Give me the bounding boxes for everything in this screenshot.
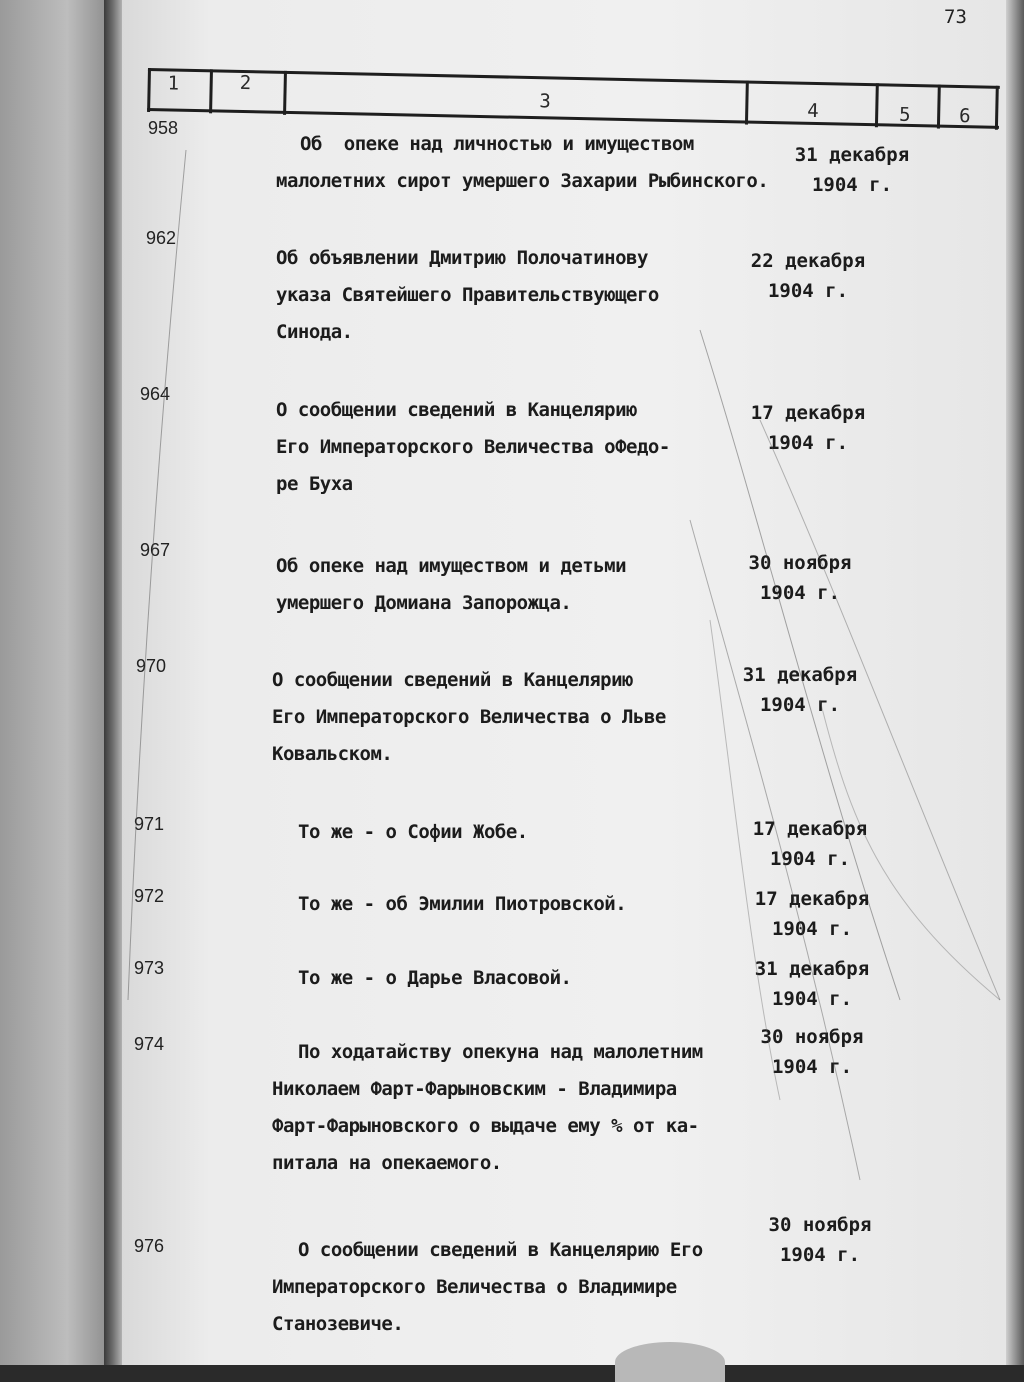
column-number-6: 6 <box>958 105 971 128</box>
entry-number: 964 <box>140 384 171 404</box>
entry-text: О сообщении сведений в Канцелярию Его Императорского Величества о Владимире Станозевиче. <box>272 1239 703 1335</box>
column-divider <box>875 83 879 127</box>
entry-date: 30 ноября 1904 г. <box>748 552 852 604</box>
entry-text: Об объявлении Дмитрию Полочатинову указа Святейшего Правительствующего Синода. <box>276 247 659 343</box>
entry-number: 972 <box>134 886 165 906</box>
entry-date: 22 декабря 1904 г. <box>750 250 866 302</box>
entry-text: То же - о Дарье Власовой. <box>298 967 572 989</box>
entry-number: 958 <box>148 118 179 138</box>
entry-date: 30 ноября 1904 г. <box>760 1026 864 1078</box>
column-number-3: 3 <box>539 90 552 113</box>
column-divider <box>147 68 151 112</box>
entry-number: 971 <box>134 814 165 834</box>
column-divider <box>745 81 749 125</box>
left-page-edge <box>0 0 112 1365</box>
entry-text: По ходатайству опекуна над малолетним Николаем Фарт-Фарыновским - Владимира Фарт-Фарыновского о выдаче ему % от ка- питала на опекаемого. <box>272 1041 703 1174</box>
entry-text: Об опеке над личностью и имуществом малолетних сирот умершего Захарии Рыбинского. <box>276 133 769 192</box>
entry-date: 31 декабря 1904 г. <box>794 144 910 196</box>
entry-number: 962 <box>146 228 177 248</box>
thumb-shadow <box>615 1342 725 1382</box>
column-number-1: 1 <box>167 72 180 95</box>
entry-number: 976 <box>134 1236 165 1256</box>
column-divider <box>209 69 213 113</box>
entry-date: 31 декабря 1904 г. <box>754 958 870 1010</box>
page-number: 73 <box>944 6 967 28</box>
entry-text: То же - о Софии Жобе. <box>298 821 528 843</box>
column-number-5: 5 <box>898 103 911 126</box>
column-number-2: 2 <box>239 71 252 95</box>
entry-number: 974 <box>134 1034 165 1054</box>
entry-number: 970 <box>136 656 167 676</box>
entry-text: О сообщении сведений в Канцелярию Его Императорского Величества о Льве Ковальском. <box>272 669 666 765</box>
right-page-edge <box>1006 0 1024 1365</box>
entry-text: То же - об Эмилии Пиотровской. <box>298 893 627 915</box>
entry-date: 30 ноября 1904 г. <box>768 1214 872 1266</box>
entry-text: О сообщении сведений в Канцелярию Его Императорского Величества оФедо- ре Буха <box>276 399 670 495</box>
entry-date: 17 декабря 1904 г. <box>754 888 870 940</box>
column-divider <box>283 71 287 115</box>
entry-number: 967 <box>140 540 171 560</box>
column-divider <box>995 86 999 130</box>
entry-number: 973 <box>134 958 165 978</box>
column-number-4: 4 <box>807 99 819 123</box>
entry-date: 17 декабря 1904 г. <box>750 402 866 454</box>
entry-date: 31 декабря 1904 г. <box>742 664 858 716</box>
entry-date: 17 декабря 1904 г. <box>752 818 868 870</box>
entry-text: Об опеке над имуществом и детьми умершего Домиана Запорожца. <box>276 555 627 614</box>
column-divider <box>937 85 941 129</box>
